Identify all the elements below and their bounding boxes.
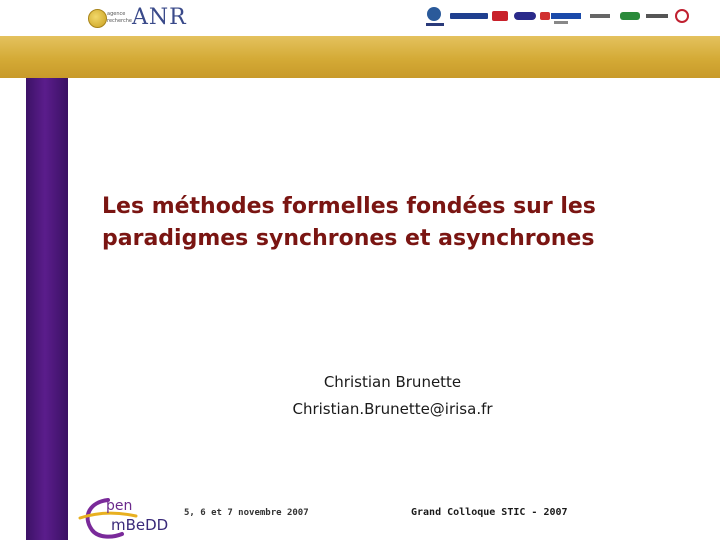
anr-small-text-1: agence bbox=[107, 11, 126, 17]
partner-logo-blue-2 bbox=[551, 13, 581, 19]
openembedd-logo bbox=[78, 494, 178, 540]
partner-logo-globe-caption bbox=[426, 23, 444, 26]
partner-logos bbox=[424, 4, 696, 30]
anr-seal-icon bbox=[88, 9, 107, 28]
purple-side-bar bbox=[26, 78, 68, 540]
partner-logo-red-2 bbox=[540, 12, 550, 20]
partner-logo-navy bbox=[514, 12, 536, 20]
anr-logo-text: ANR bbox=[132, 5, 187, 30]
footer-dates: 5, 6 et 7 novembre 2007 bbox=[184, 508, 309, 518]
partner-logo-caption bbox=[554, 21, 568, 24]
partner-logo-grey bbox=[590, 14, 610, 18]
author-email: Christian.Brunette@irisa.fr bbox=[292, 400, 493, 418]
partner-logo-grey-2 bbox=[646, 14, 668, 18]
slide-title-line-1: Les méthodes formelles fondées sur les bbox=[102, 194, 596, 219]
gold-banner bbox=[0, 36, 720, 78]
partner-logo-globe-icon bbox=[427, 7, 441, 21]
partner-logos-strip bbox=[424, 4, 696, 30]
openembedd-logo-word-1: pen bbox=[106, 498, 133, 514]
author-name: Christian Brunette bbox=[323, 373, 462, 391]
slide-title bbox=[102, 191, 692, 255]
slide-title-line-2: paradigmes synchrones et asynchrones bbox=[102, 226, 595, 251]
anr-logo bbox=[76, 4, 186, 32]
partner-logo-red-ring-icon bbox=[676, 10, 688, 22]
openembedd-logo-word-2: mBeDD bbox=[111, 516, 169, 534]
footer-event: Grand Colloque STIC - 2007 bbox=[411, 507, 568, 518]
partner-logo-red bbox=[492, 11, 508, 21]
anr-small-text-2: recherche bbox=[107, 18, 132, 24]
header-bar bbox=[0, 0, 720, 36]
partner-logo-blue bbox=[450, 13, 488, 19]
partner-logo-green bbox=[620, 12, 640, 20]
